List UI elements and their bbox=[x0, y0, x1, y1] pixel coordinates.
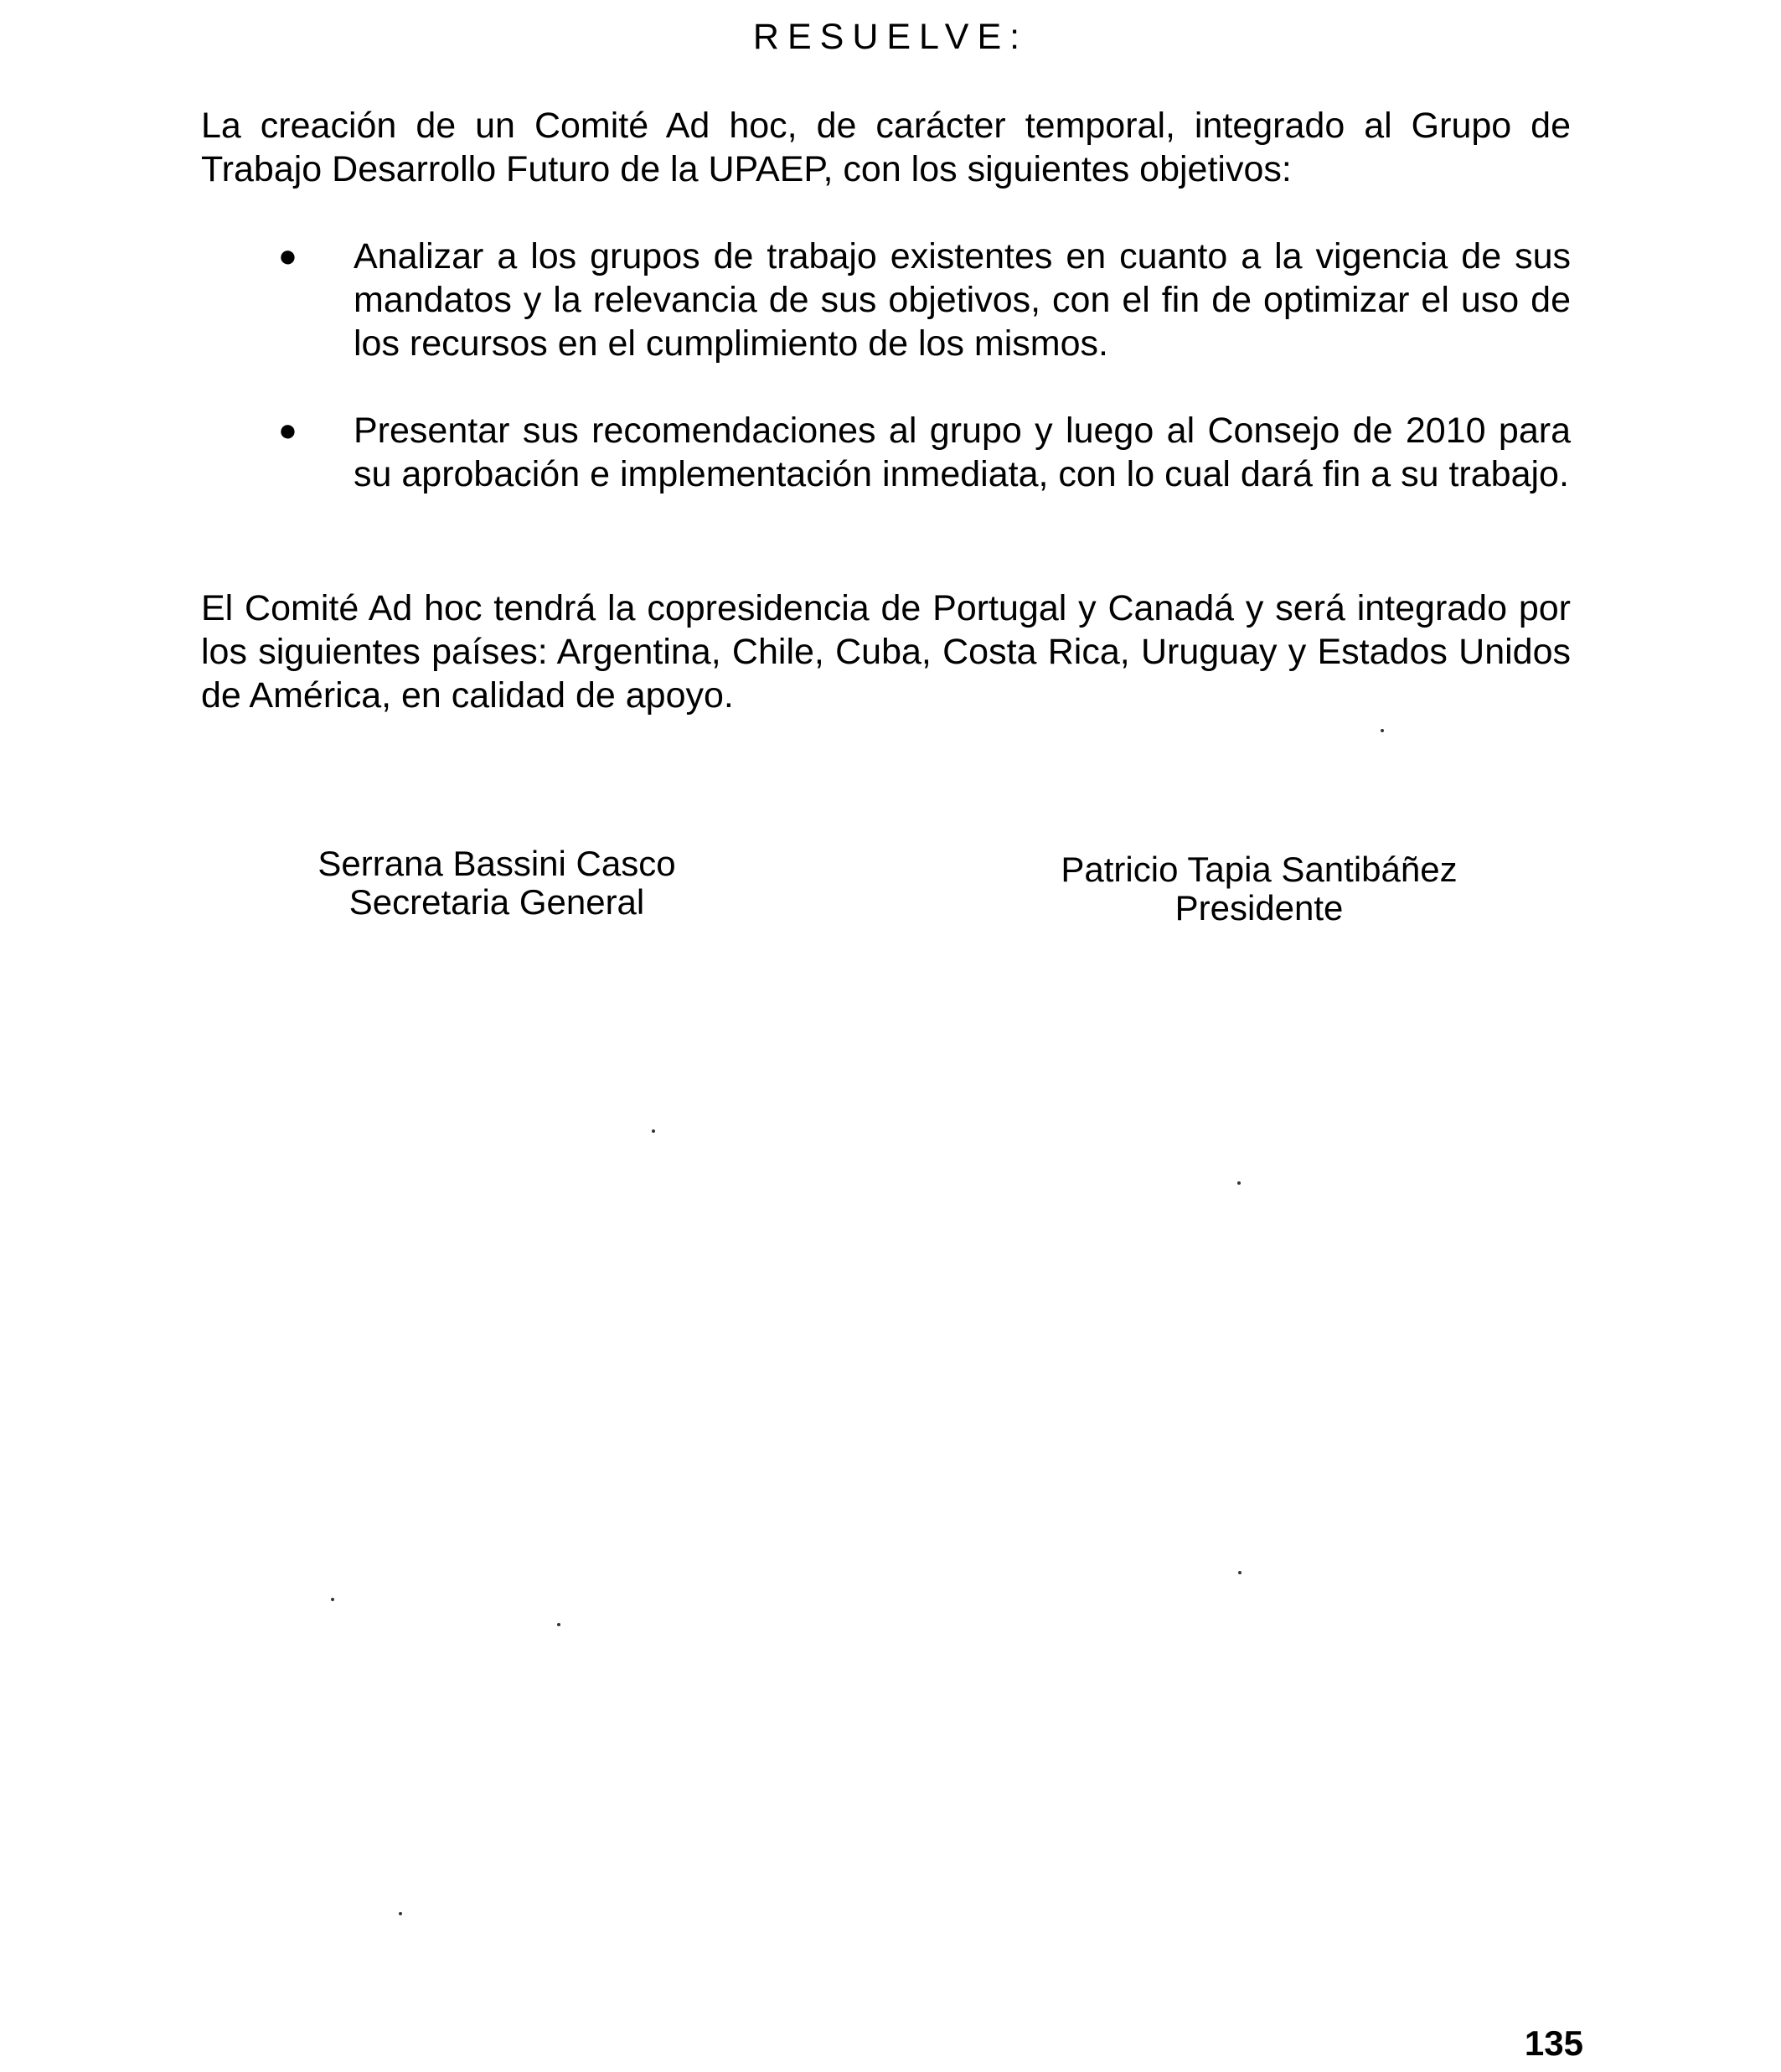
objective-text: Presentar sus recomendaciones al grupo y luego al Consejo de 2010 para su aprobación e implementación inmediata, con lo cual dará fin a su trabajo. bbox=[354, 411, 1571, 494]
objective-text: Analizar a los grupos de trabajo existentes en cuanto a la vigencia de sus mandatos y la relevancia de sus objetivos, con el fin de optimizar el uso de los recursos en el cumplimiento de los mismos. bbox=[354, 236, 1571, 364]
signatory-title: Secretaria General bbox=[348, 882, 645, 922]
closing-paragraph: El Comité Ad hoc tendrá la copresidencia de Portugal y Canadá y será integrado por los siguientes países: Argentina, Chile, Cuba, Costa Rica, Uruguay y Estados Unidos de América, en calidad de apoyo. bbox=[201, 588, 1571, 716]
bullet-icon: ● bbox=[278, 239, 297, 274]
scan-speck bbox=[1237, 1181, 1241, 1185]
resolution-heading: RESUELVE: bbox=[752, 17, 1029, 57]
signatory-name: Serrana Bassini Casco bbox=[317, 844, 676, 883]
signatory-name: Patricio Tapia Santibáñez bbox=[1061, 850, 1458, 889]
signature-block-right bbox=[999, 850, 1519, 927]
signature-block-left bbox=[237, 845, 756, 922]
scan-speck bbox=[331, 1598, 334, 1601]
scan-speck bbox=[399, 1912, 402, 1915]
list-item bbox=[201, 235, 1571, 365]
signatory-title: Presidente bbox=[1174, 888, 1344, 927]
page-number: 135 bbox=[1524, 2023, 1583, 2063]
objectives-list bbox=[201, 235, 1571, 540]
scan-speck bbox=[557, 1623, 560, 1626]
list-item bbox=[201, 409, 1571, 496]
bullet-icon: ● bbox=[278, 413, 297, 448]
intro-paragraph: La creación de un Comité Ad hoc, de carácter temporal, integrado al Grupo de Trabajo Desarrollo Futuro de la UPAEP, con los siguientes objetivos: bbox=[201, 106, 1571, 189]
scan-speck bbox=[1238, 1571, 1242, 1574]
scan-speck bbox=[652, 1129, 655, 1133]
scan-speck bbox=[1381, 729, 1384, 732]
